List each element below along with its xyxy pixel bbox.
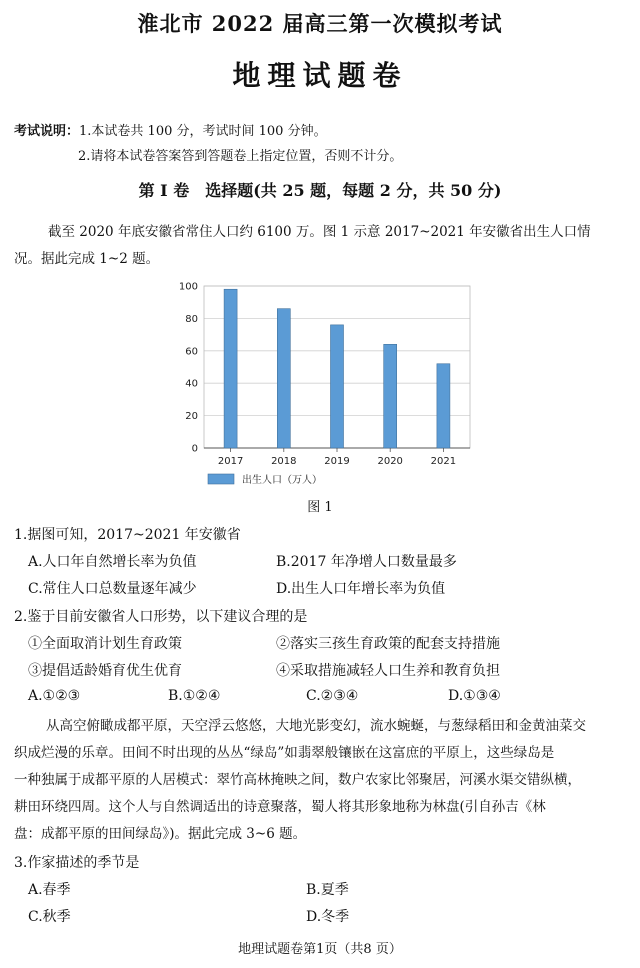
exam-title: 淮北市 2022 届高三第一次模拟考试: [137, 11, 503, 36]
question-1-option-d: D.出生人口年增长率为负值: [276, 581, 446, 597]
question-3-option-d: D.冬季: [306, 909, 350, 925]
exam-note-1: 1.本试卷共 100 分，考试时间 100 分钟。: [79, 124, 327, 139]
question-1-stem: 1.据图可知，2017~2021 年安徽省: [14, 527, 241, 543]
passage-2-line-5: 盘：成都平原的田间绿岛》)。据此完成 3~6 题。: [14, 826, 307, 842]
question-1-option-c: C.常住人口总数量逐年减少: [28, 581, 197, 597]
question-1-option-a: A.人口年自然增长率为负值: [28, 554, 197, 570]
y-tick-label: 60: [185, 346, 198, 358]
question-2-option-d: D.①③④: [448, 688, 501, 704]
bar: [224, 289, 237, 448]
x-axis-ticks: [218, 448, 456, 467]
x-tick-label: 2019: [324, 456, 350, 467]
question-3-option-c: C.秋季: [28, 909, 71, 925]
question-2-statement-4: ④采取措施减轻人口生养和教育负担: [276, 663, 500, 679]
y-tick-label: 100: [178, 281, 198, 293]
question-3-option-a: A.春季: [28, 882, 71, 898]
exam-notes-label: 考试说明：: [14, 124, 80, 139]
passage-2-line-4: 耕田环绕四周。这个人与自然调适出的诗意聚落，蜀人将其形象地称为林盘(引自孙吉《林: [14, 799, 546, 815]
passage-1-line-1: 截至 2020 年底安徽省常住人口约 6100 万。图 1 示意 2017~2021 年安徽省出生人口情: [48, 224, 591, 240]
y-axis-ticks: [179, 282, 198, 455]
birth-population-chart: [160, 276, 480, 492]
page-footer: 地理试题卷第1页（共8 页）: [238, 942, 402, 957]
question-2-statement-3: ③提倡适龄婚育优生优育: [28, 663, 182, 679]
question-2-option-b: B.①②④: [168, 688, 221, 704]
x-tick-label: 2020: [377, 456, 403, 467]
section-title: 第 I 卷 选择题(共 25 题，每题 2 分，共 50 分): [138, 181, 502, 200]
figure-caption: 图 1: [307, 500, 333, 515]
y-tick-label: 20: [185, 411, 198, 423]
question-2-statement-2: ②落实三孩生育政策的配套支持措施: [276, 636, 500, 652]
x-tick-label: 2017: [217, 456, 244, 467]
question-2-stem: 2.鉴于目前安徽省人口形势，以下建议合理的是: [14, 609, 308, 625]
question-2-option-c: C.②③④: [306, 688, 359, 704]
y-tick-label: 0: [191, 443, 198, 455]
bar: [331, 325, 344, 448]
question-3-option-b: B.夏季: [306, 882, 349, 898]
paper-subtitle: 地理试题卷: [232, 59, 408, 92]
passage-2-line-2: 织成烂漫的乐章。田间不时出现的丛丛“绿岛”如翡翠般镶嵌在这富庶的平原上，这些绿岛是: [14, 745, 555, 761]
bar: [277, 309, 290, 448]
passage-1-line-2: 况。据此完成 1~2 题。: [14, 251, 160, 267]
bar: [437, 364, 450, 448]
question-2-option-a: A.①②③: [28, 688, 81, 704]
y-tick-label: 80: [185, 313, 198, 325]
exam-note-2: 2.请将本试卷答案答到答题卷上指定位置，否则不计分。: [78, 149, 403, 164]
x-tick-label: 2018: [271, 456, 297, 467]
passage-2-line-3: 一种独属于成都平原的人居模式：翠竹高林掩映之间，数户农家比邻聚居，河溪水渠交错纵横，: [14, 772, 581, 788]
legend-label: 出生人口（万人）: [242, 475, 322, 486]
question-1-option-b: B.2017 年净增人口数量最多: [276, 554, 457, 570]
exam-notes: [14, 120, 327, 139]
question-2-statement-1: ①全面取消计划生育政策: [28, 636, 182, 652]
question-3-stem: 3.作家描述的季节是: [14, 855, 140, 871]
legend-swatch: [208, 474, 234, 484]
x-tick-label: 2021: [430, 456, 457, 467]
passage-2-line-1: 从高空俯瞰成都平原，天空浮云悠悠，大地光影变幻，流水蜿蜒，与葱绿稻田和金黄油菜交: [46, 718, 586, 734]
bar: [384, 344, 397, 448]
y-tick-label: 40: [185, 378, 198, 390]
chart-bars: [224, 289, 450, 448]
